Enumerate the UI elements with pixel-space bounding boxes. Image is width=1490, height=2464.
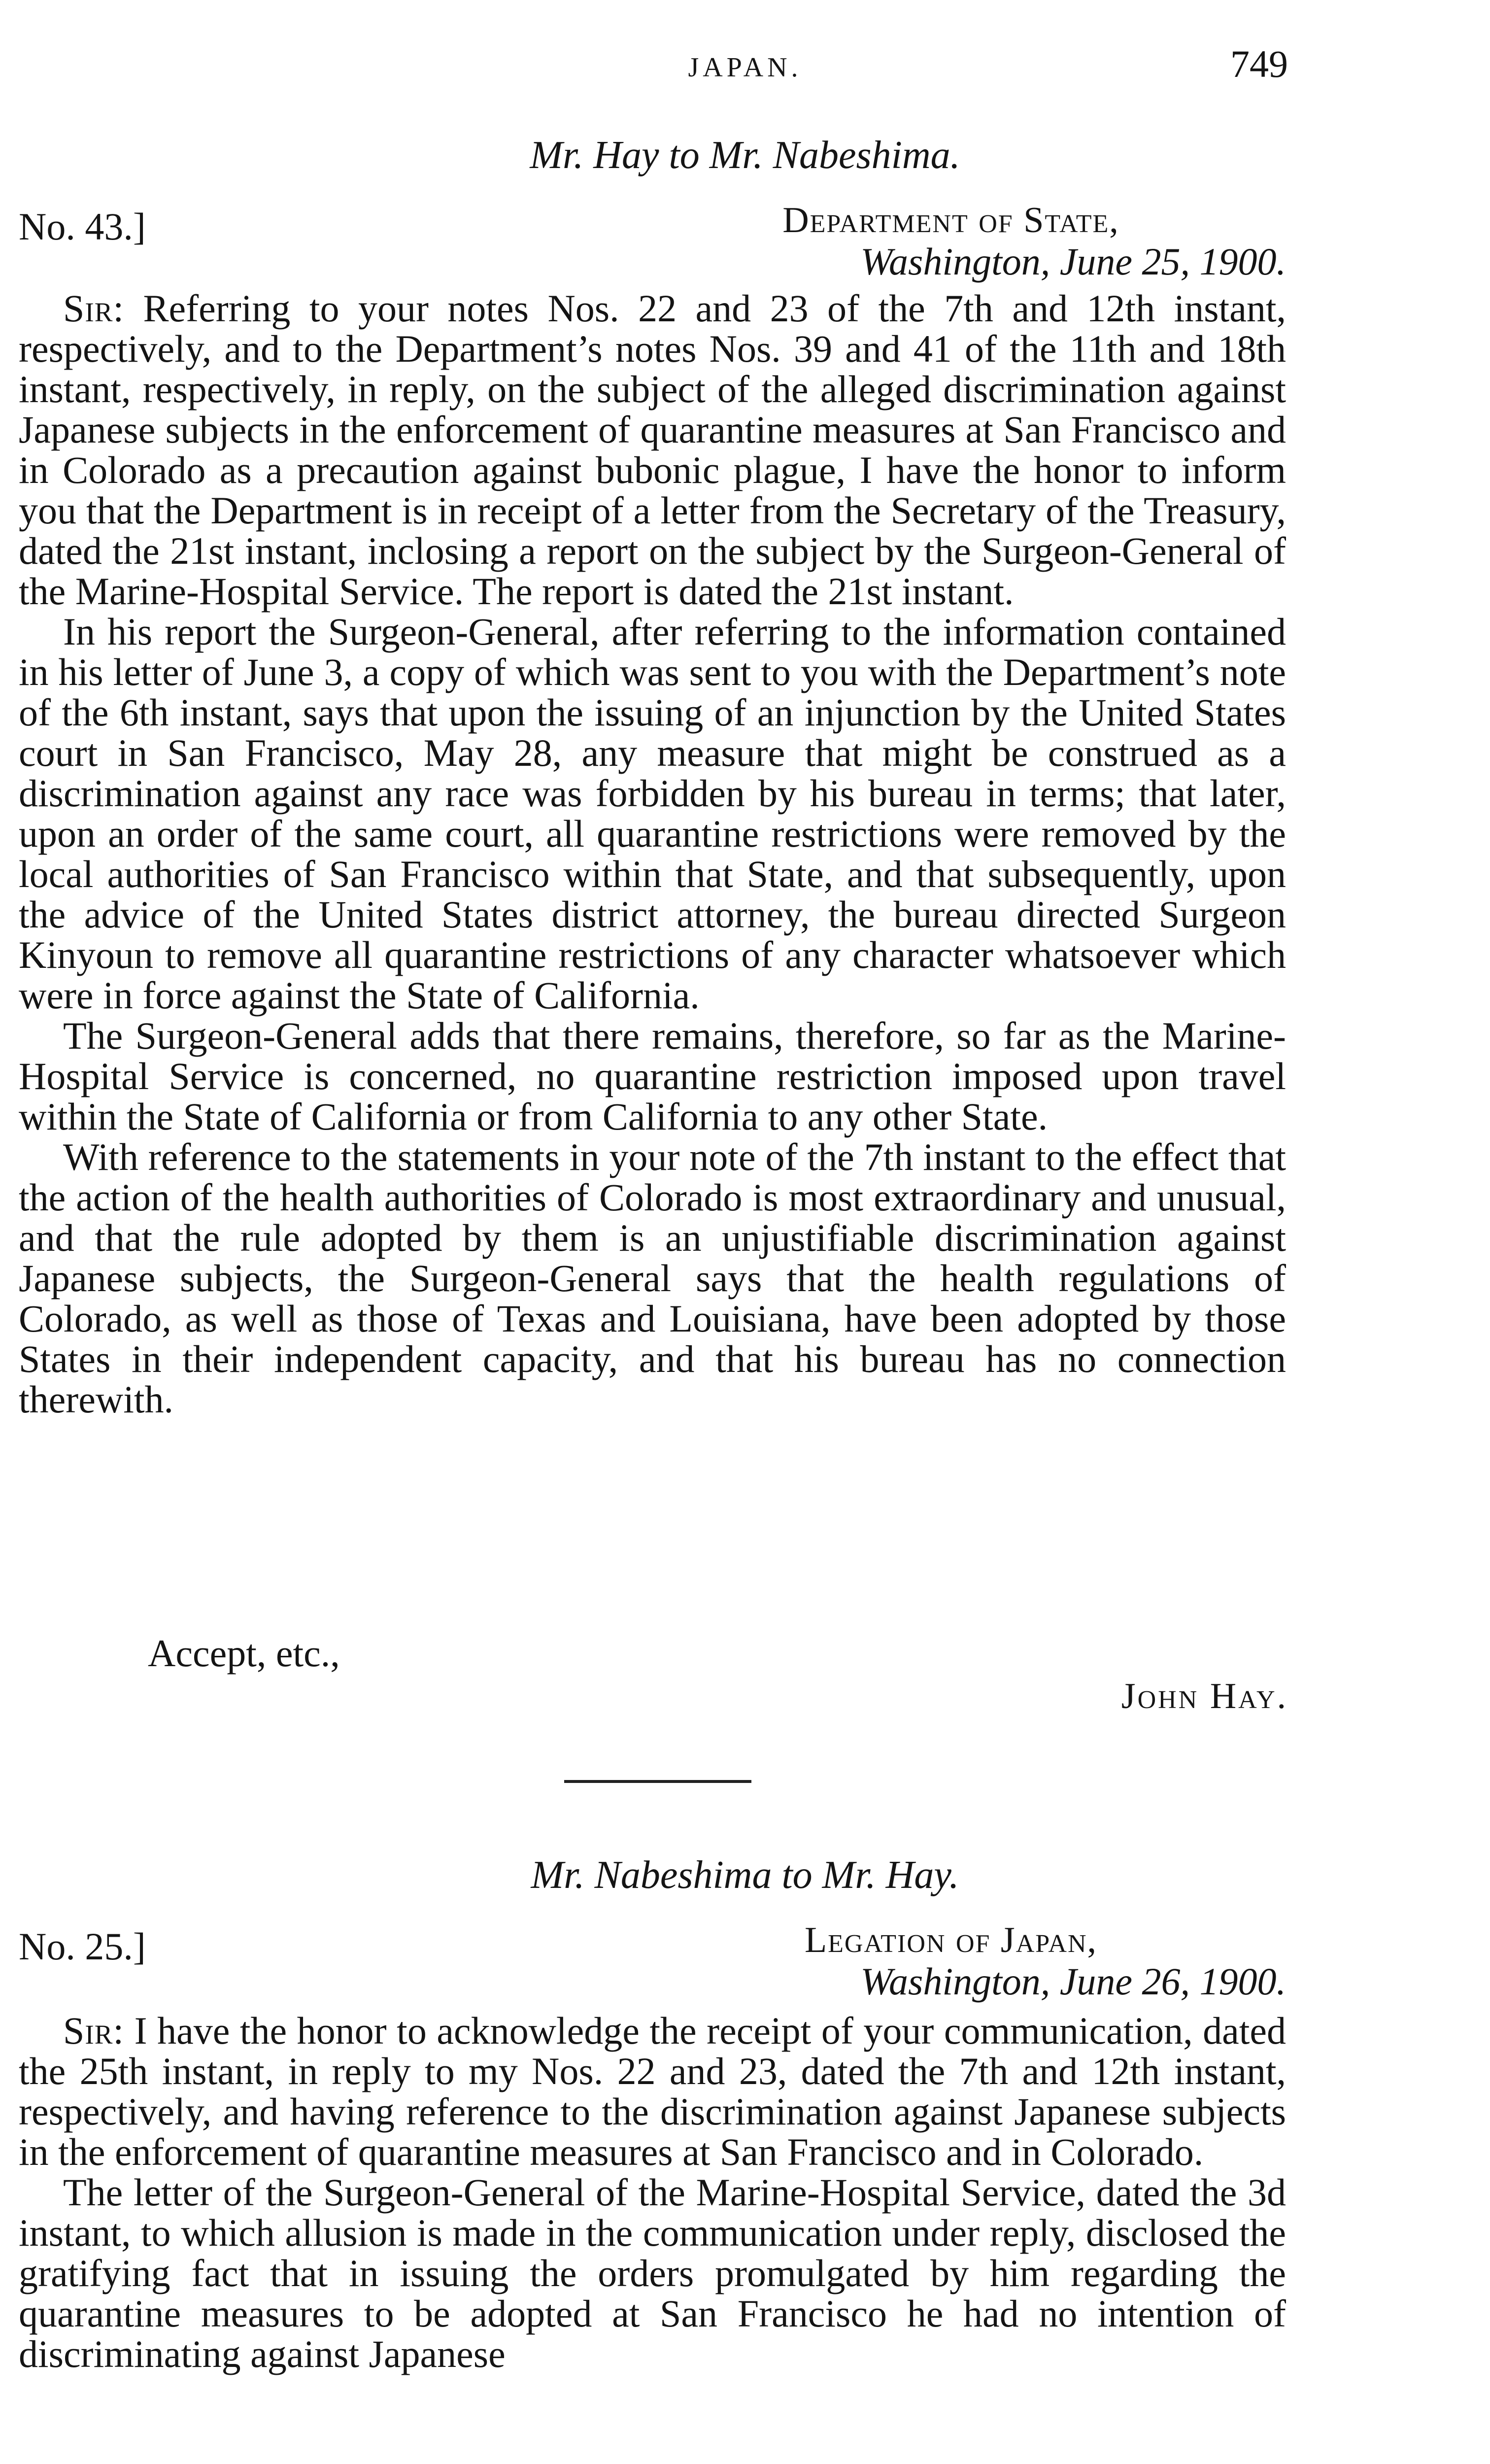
- doc1-paragraph: In his report the Surgeon-General, after referring to the information contained in his letter of June 3, a copy of which was sent to you with the Department’s note of the 6th instant, says that upon the issuing of an injunction by the United States court in San Francisco, May 28, any measure that might be construed as a discrimination against any race was forbidden by his bureau in terms; that later, upon an order of the same court, all quarantine restrictions were removed by the local authorities of San Francisco within that State, and that subsequently, upon the advice of the United States district attorney, the bureau directed Surgeon Kinyoun to remove all quarantine restrictions of any character whatsoever which were in force against the State of California.: [19, 610, 1286, 1017]
- doc1-salutation: Sir:: [63, 287, 125, 330]
- doc2-paragraph: [19, 2011, 1286, 2172]
- doc2-number: No. 25.]: [19, 1925, 146, 1968]
- page-number: 749: [1230, 42, 1288, 85]
- doc2-paragraph: The letter of the Surgeon-General of the Marine-Hospital Service, dated the 3d instant, to which allusion is made in the communication under reply, disclosed the gratifying fact that in issuing the orders promulgated by him regarding the quarantine measures to be adopted at San Francisco he had no intention of discriminating against Japanese: [19, 2171, 1286, 2375]
- doc2-place-date: Washington, June 26, 1900.: [860, 1960, 1286, 2003]
- doc1-paragraph-text: Referring to your notes Nos. 22 and 23 of the 7th and 12th instant, respectively, and to the Department’s notes Nos. 39 and 41 of the 11th and 18th instant, respectively, in reply, on the subject of the alleged discrimination against Japanese subjects in the enforcement of quarantine measures at San Francisco and in Colorado as a precaution against bubonic plague, I have the honor to inform you that the Department is in receipt of a letter from the Secretary of the Treasury, dated the 21st instant, inclosing a report on the subject by the Surgeon-General of the Marine-Hospital Service. The report is dated the 21st instant.: [19, 287, 1287, 613]
- running-title: JAPAN.: [688, 52, 802, 83]
- doc1-paragraph: The Surgeon-General adds that there remains, therefore, so far as the Marine-Hospital Service is concerned, no quarantine restriction imposed upon travel within the State of California or from California to any other State.: [19, 1014, 1286, 1138]
- doc2-heading: Mr. Nabeshima to Mr. Hay.: [531, 1853, 959, 1897]
- doc1-body: [19, 288, 1286, 1420]
- doc1-office: Department of State,: [782, 200, 1119, 240]
- section-divider: [564, 1780, 751, 1783]
- doc2-body: [19, 2011, 1286, 2374]
- doc2-sender-block: [616, 1919, 1286, 2002]
- doc1-number: No. 43.]: [19, 205, 146, 248]
- doc1-paragraph: [19, 288, 1286, 612]
- doc2-salutation: Sir:: [63, 2009, 125, 2052]
- doc1-place-date: Washington, June 25, 1900.: [860, 240, 1286, 283]
- doc1-sender-block: [616, 200, 1286, 282]
- doc2-paragraph-text: I have the honor to acknowledge the receipt of your communication, dated the 25th instant, in reply to my Nos. 22 and 23, dated the 7th and 12th instant, respectively, and having reference to the discrimination against Japanese subjects in the enforcement of quarantine measures at San Francisco and in Colorado.: [19, 2009, 1286, 2173]
- doc1-signature: John Hay.: [1121, 1676, 1288, 1716]
- doc1-heading: Mr. Hay to Mr. Nabeshima.: [530, 134, 960, 177]
- running-head: [0, 42, 1490, 96]
- doc1-closing: Accept, etc.,: [148, 1632, 340, 1675]
- doc1-paragraph: With reference to the statements in your note of the 7th instant to the effect that the action of the health authorities of Colorado is most extraordinary and unusual, and that the rule adopted by them is an unjustifiable discrimination against Japanese subjects, the Surgeon-General says that the health regulations of Colorado, as well as those of Texas and Louisiana, have been adopted by those States in their independent capacity, and that his bureau has no connection therewith.: [19, 1135, 1286, 1421]
- doc2-office: Legation of Japan,: [804, 1920, 1098, 1960]
